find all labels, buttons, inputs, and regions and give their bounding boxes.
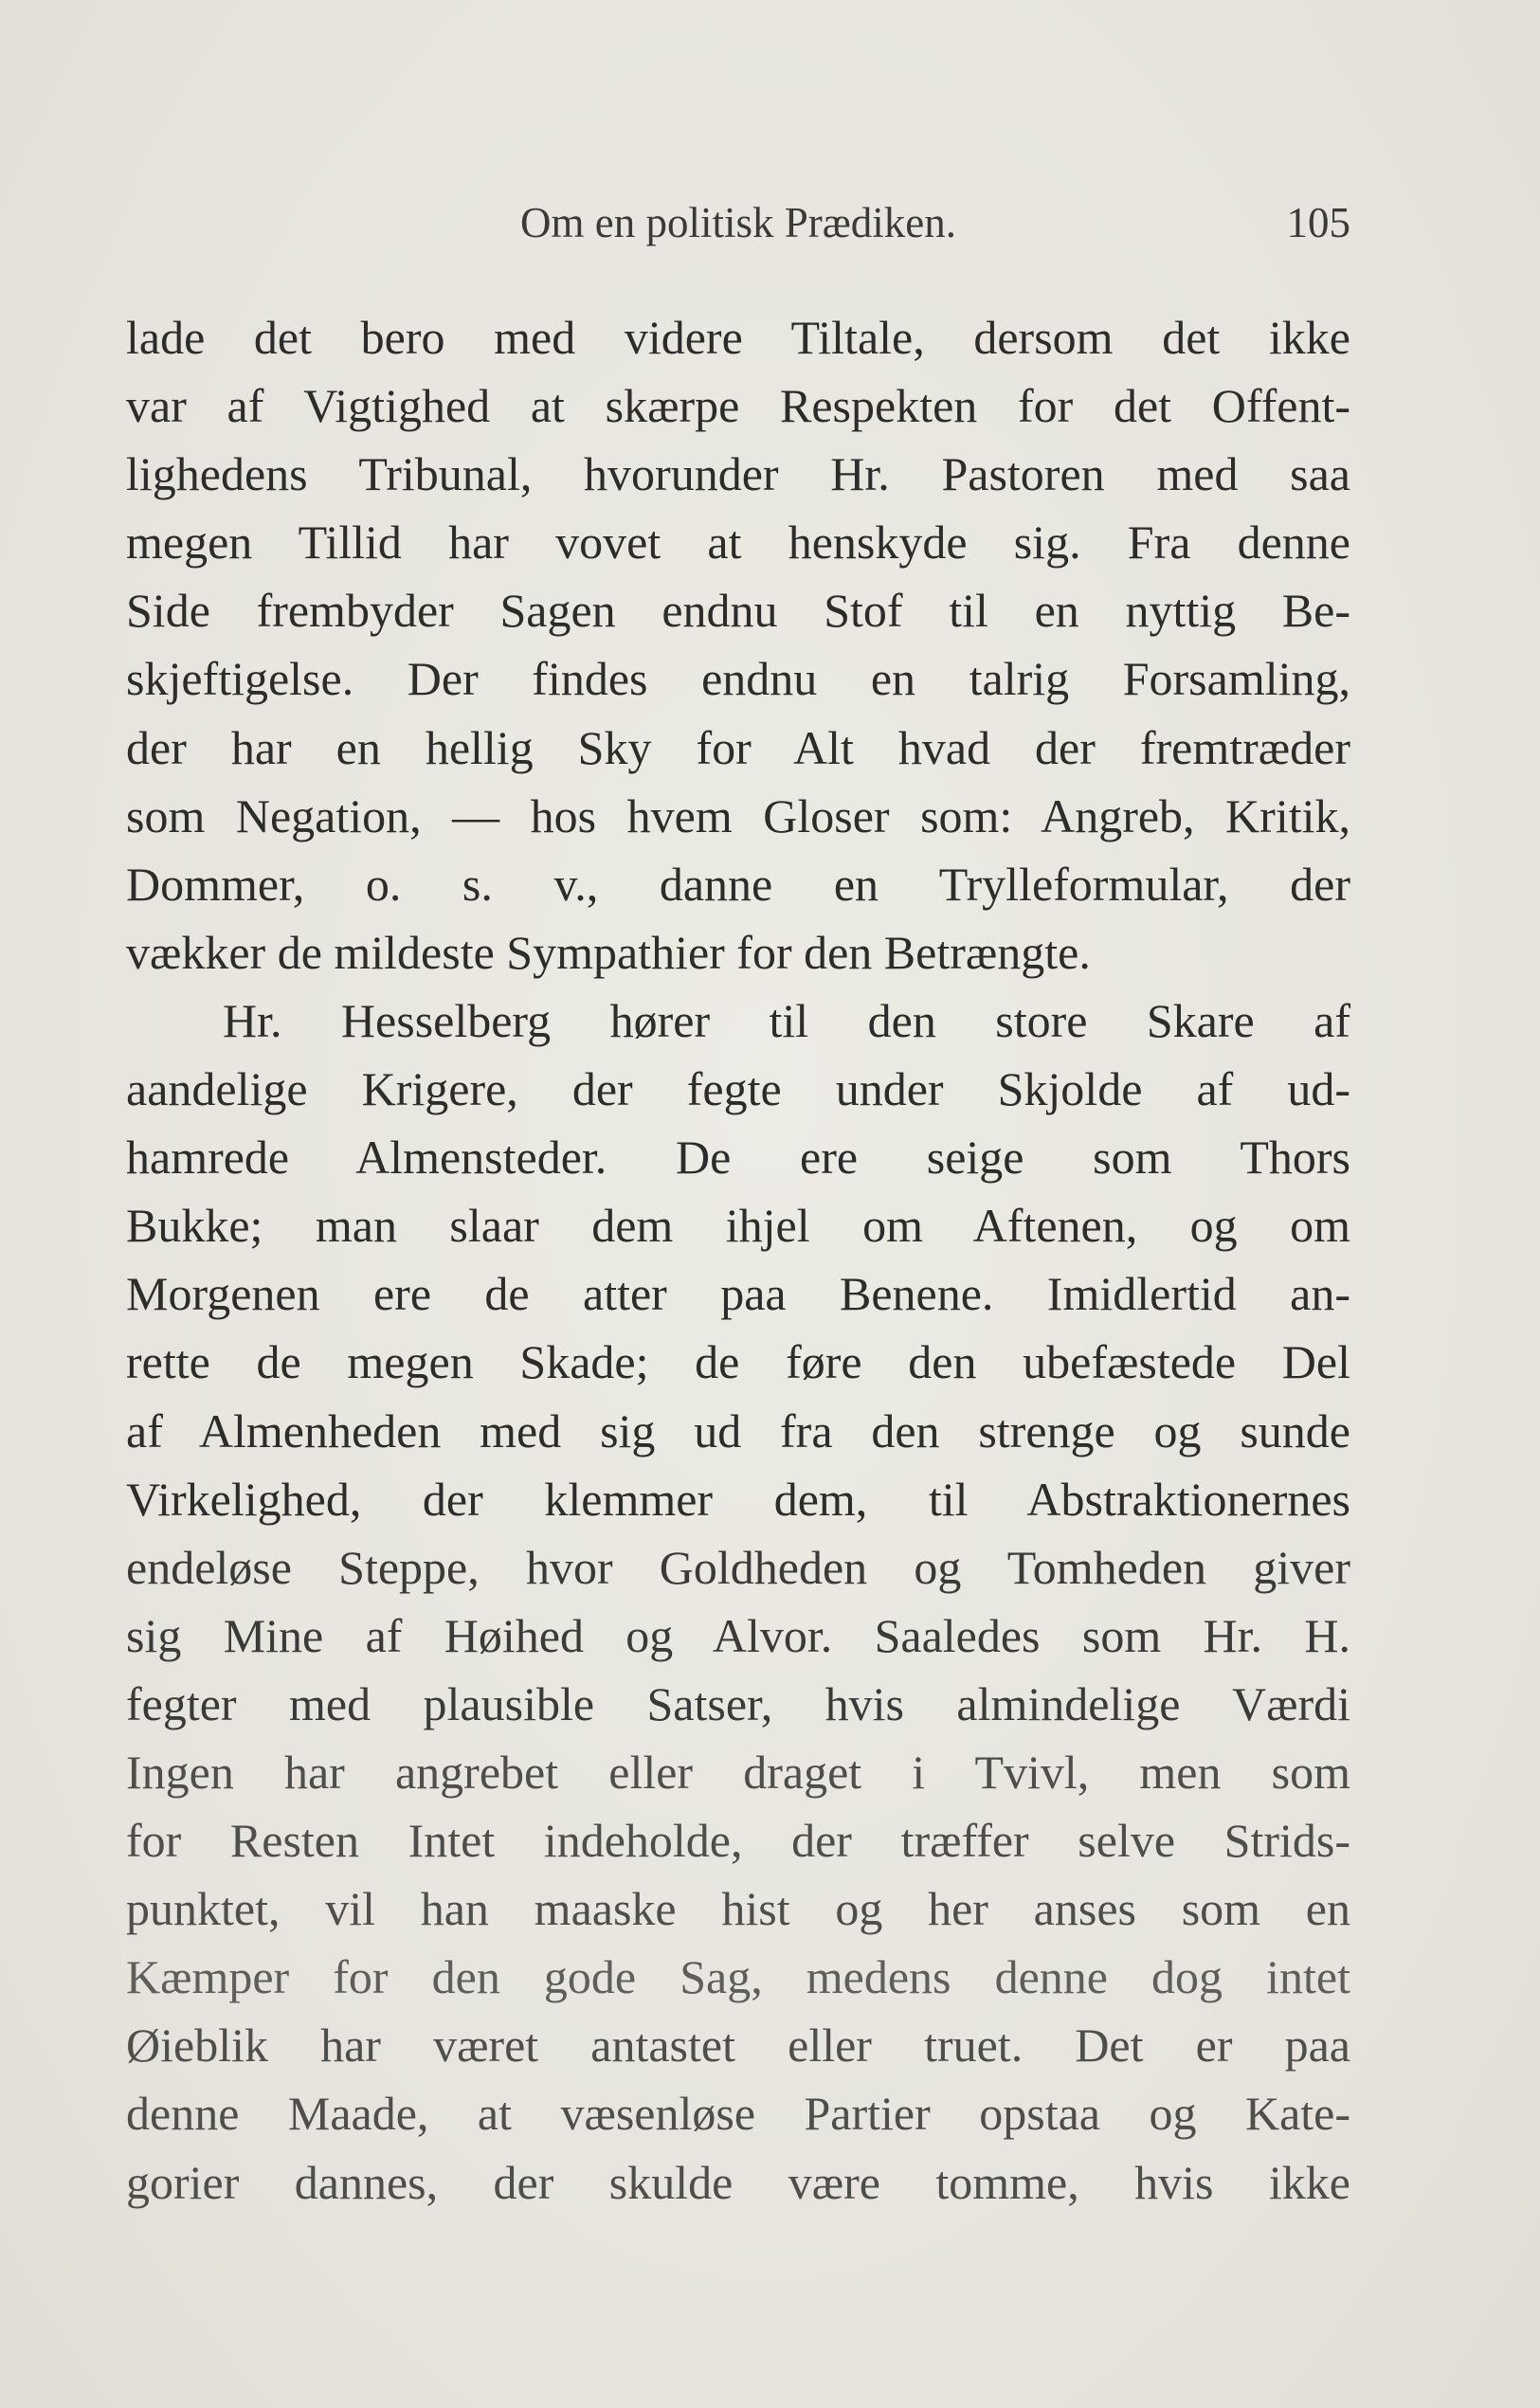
text-line: endeløse Steppe, hvor Goldheden og Tomheden giver — [126, 1540, 1350, 1594]
text-line: lighedens Tribunal, hvorunder Hr. Pastoren med saa — [126, 447, 1350, 501]
body-text — [126, 303, 1350, 2217]
page-number: 105 — [1286, 199, 1350, 246]
text-line: megen Tillid har vovet at henskyde sig. Fra denne — [126, 516, 1350, 570]
text-line: denne Maade, at væsenløse Partier opstaa og Kate- — [126, 2087, 1350, 2141]
text-line: hamrede Almensteder. De ere seige som Thors — [126, 1131, 1350, 1185]
text-line: Morgenen ere de atter paa Benene. Imidlertid an- — [126, 1267, 1350, 1321]
text-line: Øieblik har været antastet eller truet. Det er paa — [126, 2019, 1350, 2073]
text-line: Dommer, o. s. v., danne en Trylleformular, der — [126, 857, 1350, 911]
text-line: som Negation, — hos hvem Gloser som: Angreb, Kritik, — [126, 788, 1350, 842]
text-line: aandelige Krigere, der fegte under Skjolde af ud- — [126, 1062, 1350, 1116]
text-line: Virkelighed, der klemmer dem, til Abstraktionernes — [126, 1472, 1350, 1526]
text-line: der har en hellig Sky for Alt hvad der fremtræder — [126, 720, 1350, 774]
text-line: lade det bero med videre Tiltale, dersom det ikke — [126, 311, 1350, 364]
text-line: Side frembyder Sagen endnu Stof til en nyttig Be- — [126, 584, 1350, 638]
text-line: skjeftigelse. Der findes endnu en talrig Forsamling, — [126, 652, 1350, 706]
text-line: fegter med plausible Satser, hvis almindelige Værdi — [126, 1676, 1350, 1730]
paragraph-start-line: Hr. Hesselberg hører til den store Skare af — [223, 993, 1350, 1047]
text-line: sig Mine af Høihed og Alvor. Saaledes som Hr. H. — [126, 1608, 1350, 1662]
running-title: Om en politisk Prædiken. — [520, 199, 956, 246]
text-line: Bukke; man slaar dem ihjel om Aftenen, og om — [126, 1199, 1350, 1253]
paragraph-end-line: vækker de mildeste Sympathier for den Betrængte. — [126, 925, 1091, 979]
text-line: Ingen har angrebet eller draget i Tvivl, men som — [126, 1745, 1350, 1799]
text-line: gorier dannes, der skulde være tomme, hvis ikke — [126, 2155, 1350, 2209]
text-line: punktet, vil han maaske hist og her anses som en — [126, 1882, 1350, 1936]
text-line: af Almenheden med sig ud fra den strenge og sunde — [126, 1403, 1350, 1457]
text-line: rette de megen Skade; de føre den ubefæstede Del — [126, 1335, 1350, 1389]
text-line: var af Vigtighed at skærpe Respekten for det Offent- — [126, 379, 1350, 433]
text-line: for Resten Intet indeholde, der træffer selve Strids- — [126, 1814, 1350, 1868]
text-line: Kæmper for den gode Sag, medens denne dog intet — [126, 1950, 1350, 2004]
running-head — [126, 194, 1350, 251]
